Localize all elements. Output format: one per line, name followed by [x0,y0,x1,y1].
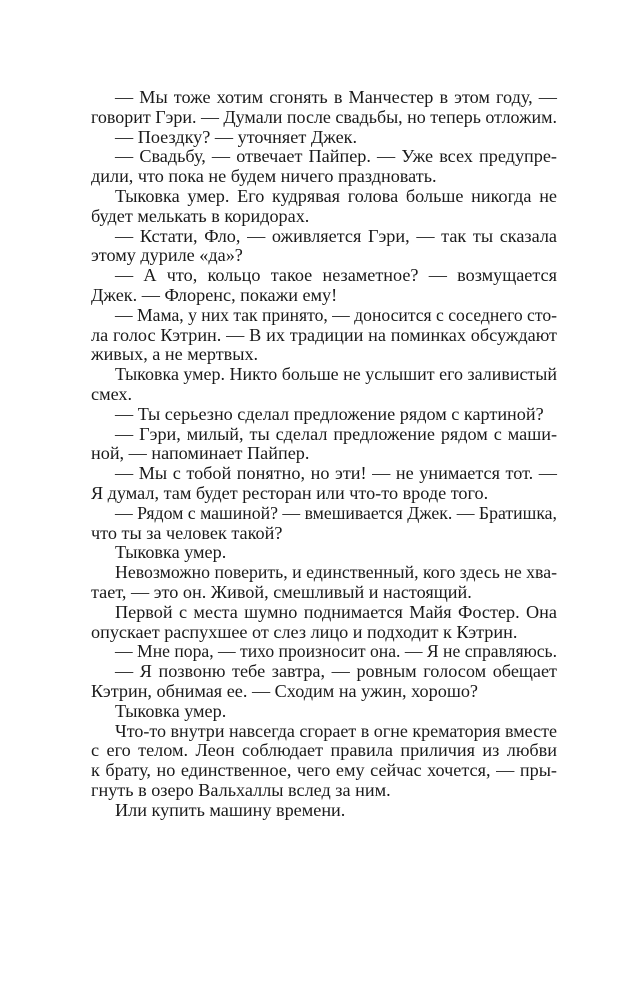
text-line: смех. [91,383,133,404]
text-line: Кэтрин, обнимая ее. — Сходим на ужин, хорошо? [91,680,479,701]
text-line: с его телом. Леон соблюдает правила приличия из любви [91,740,557,761]
text-line: — Мне пора, — тихо произносит она. — Я не справляюсь. [115,641,557,662]
text-line: — А что, кольцо такое незаметное? — возмущается [115,265,557,286]
text-line: — Кстати, Фло, — оживляется Гэри, — так ты сказала [115,225,557,246]
text-line: Что-то внутри навсегда сгорает в огне крематория вместе [115,720,557,741]
text-line: — Гэри, милый, ты сделал предложение рядом с маши- [115,423,557,444]
text-line: Тыковка умер. [115,700,227,721]
text-line: что ты за человек такой? [91,522,283,543]
text-line: будет мелькать в коридорах. [91,205,310,226]
text-line: опускает распухшее от слез лицо и подходит к Кэтрин. [91,621,518,642]
text-line: Невозможно поверить, и единственный, кого здесь не хва- [115,562,557,583]
text-line: ной, — напоминает Пайпер. [91,443,310,464]
text-line: Джек. — Флоренс, покажи ему! [91,284,338,305]
text-line: Тыковка умер. Никто больше не услышит его заливистый [115,364,557,385]
text-line: Или купить машину времени. [115,799,346,820]
text-line: Тыковка умер. Его кудрявая голова больше никогда не [115,185,557,206]
text-line: — Мы с тобой понятно, но эти! — не унимается тот. — [115,463,557,484]
text-line: Я думал, там будет ресторан или что-то вроде того. [91,482,489,503]
text-line: дили, что пока не будем ничего праздновать. [91,166,437,187]
text-line: — Мы тоже хотим сгонять в Манчестер в этом году, — [115,87,557,107]
text-line: — Поездку? — уточняет Джек. [115,126,358,147]
text-line: Тыковка умер. [115,542,227,563]
text-line: — Ты серьезно сделал предложение рядом с картиной? [115,403,544,424]
text-line: гнуть в озеро Вальхаллы вслед за ним. [91,779,391,800]
text-line: — Рядом с машиной? — вмешивается Джек. — Братишка, [115,502,557,523]
text-line: живых, а не мертвых. [91,344,259,365]
text-line: Первой с места шумно поднимается Майя Фостер. Она [115,601,557,622]
text-line: говорит Гэри. — Думали после свадьбы, но теперь отложим. [91,106,557,127]
text-line: к брату, но единственное, чего ему сейчас хочется, — пры- [91,760,557,781]
text-line: этому дуриле «да»? [91,245,243,266]
text-line: — Свадьбу, — отвечает Пайпер. — Уже всех предупре- [115,146,557,167]
text-line: — Я позвоню тебе завтра, — ровным голосом обещает [115,661,557,682]
text-line: ла голос Кэтрин. — В их традиции на поминках обсуждают [91,324,557,345]
book-page-text [91,88,557,820]
text-line: тает, — это он. Живой, смешливый и настоящий. [91,581,472,602]
text-line: — Мама, у них так принято, — доносится с соседнего сто- [115,304,557,325]
